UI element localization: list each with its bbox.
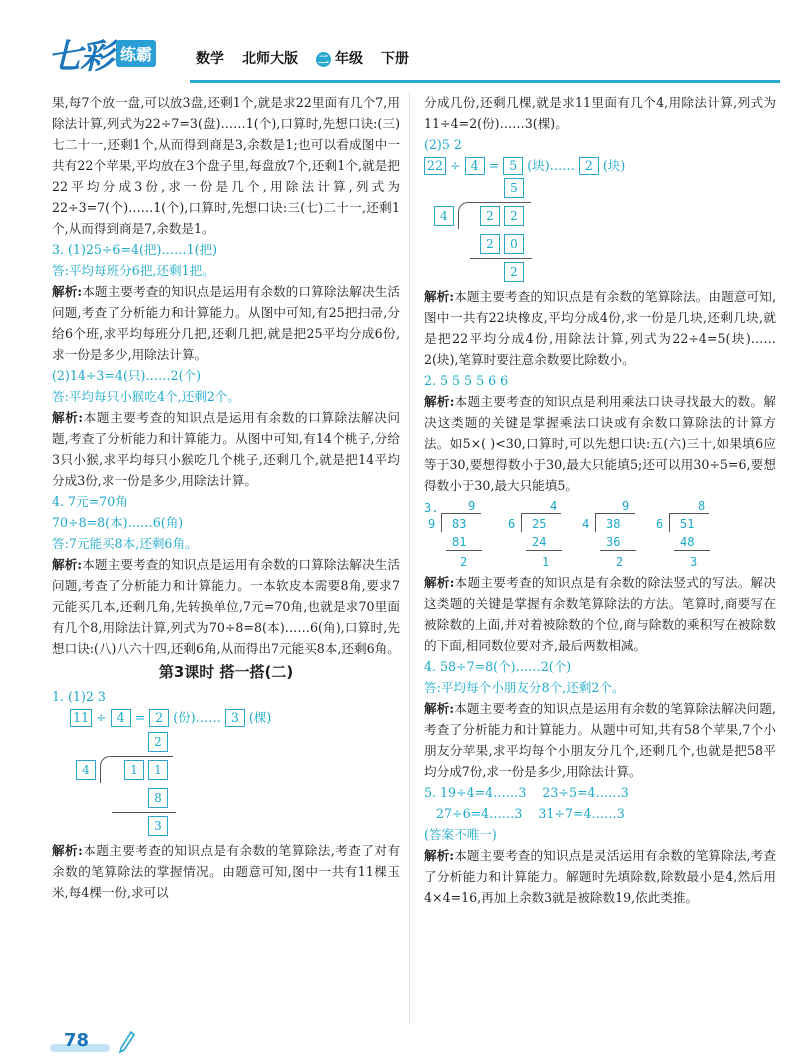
division-bracket xyxy=(521,514,522,532)
page-number xyxy=(50,1030,110,1056)
grade-label: 年级 xyxy=(335,51,363,67)
eq-unit: (块)…… xyxy=(527,158,575,173)
q3-1-explanation xyxy=(52,281,400,365)
q2-explanation xyxy=(424,391,776,496)
eq-box: 2 xyxy=(579,157,599,175)
divisor-box: 4 xyxy=(76,760,96,780)
division-bracket xyxy=(595,514,596,532)
right-column xyxy=(424,92,776,908)
product: 48 xyxy=(680,535,695,549)
q4-conversion: 4. 7元=70角 xyxy=(52,494,128,509)
explain-label: 解析: xyxy=(424,575,455,590)
product-tens-box: 2 xyxy=(480,234,500,254)
explain-text: 本题主要考查的知识点是运用有余数的口算除法解决生活问题,考查了分析能力和计算能力。从图中可知,有25把扫帚,分给6个班,求平均每班分几把,还剩几把,就是把25平均分成6份,求一份是多少,用除法计算。 xyxy=(52,284,401,362)
explain-label: 解析: xyxy=(424,848,455,863)
q3-2-explanation xyxy=(52,407,400,491)
divisor: 9 xyxy=(428,517,436,531)
dividend: 38 xyxy=(606,517,621,531)
s1-box-equation xyxy=(52,707,400,728)
explain-text: 本题主要考查的知识点是有余数的笔算除法。由题意可知,图中一共有22块橡皮,平均分成4份,求一份是几块,还剩几块,就是把22平均分成4份,用除法计算,列式为22÷4=5(块)……2(块),笔算时要注意余数要比除数小。 xyxy=(424,289,776,367)
left-column xyxy=(52,92,400,903)
eq-box: 11 xyxy=(70,709,92,727)
remainder: 1 xyxy=(542,555,550,569)
explain-text: 本题主要考查的知识点是运用有余数的口算除法解决生活问题,考查了分析能力和计算能力。一本软皮本需要8角,要求7元能买几本,还剩几角,先转换单位,7元=70角,也就是求70里面有几个8,用除法计算,列式为70÷8=8(本)……6(角),口算时,先想口诀:(八)八六十四,还剩6角,从而得出7元能买8本,还剩6角。 xyxy=(52,557,401,656)
explain-text: 本题主要考查的知识点是运用有余数的口算除法解决问题,考查了分析能力和计算能力。从图中可知,有14个桃子,分给3只小猴,求平均每只小猴吃几个桃子,还剩几个,就是把14平均分成3份,求一份是多少,用除法计算。 xyxy=(52,410,400,488)
explain-text: 本题主要考查的知识点是有余数的笔算除法,考查了对有余数的笔算除法的掌握情况。由题意可知,图中一共有11棵玉米,每4棵一份,求可以 xyxy=(52,843,400,900)
s2-explanation xyxy=(424,286,776,370)
eq-box: 2 xyxy=(149,709,169,727)
q5-note: (答案不唯一) xyxy=(424,827,497,842)
q4-explanation xyxy=(424,698,776,782)
quotient-box: 5 xyxy=(504,178,524,198)
continued-explanation: 分成几份,还剩几棵,就是求11里面有几个4,用除法计算,列式为11÷4=2(份)……3(棵)。 xyxy=(424,95,776,131)
divisor: 6 xyxy=(508,517,516,531)
header-rule xyxy=(190,80,780,83)
subtract-line xyxy=(526,550,562,551)
q3-1-answer: 答:平均每班分6把,还剩1把。 xyxy=(52,263,215,278)
divisor: 6 xyxy=(656,517,664,531)
division-bracket xyxy=(441,514,442,532)
divisor: 4 xyxy=(582,517,590,531)
eq-box: 22 xyxy=(424,157,446,175)
explain-text: 本题主要考查的知识点是有余数的除法竖式的写法。解决这类题的关键是掌握有余数笔算除法的方法。笔算时,商要写在被除数的上面,并对着被除数的个位,商与除数的乘积写在被除数的下面,相同数位要对齐,最后两数相减。 xyxy=(424,575,777,653)
eq-unit: (份)…… xyxy=(173,710,221,725)
q3-explanation xyxy=(424,572,776,656)
eq-unit: (块) xyxy=(602,158,626,173)
subtract-line xyxy=(600,550,636,551)
explain-label: 解析: xyxy=(424,701,455,716)
eq-op: ÷ xyxy=(96,710,107,725)
explain-label: 解析: xyxy=(52,843,83,858)
divisor-box: 4 xyxy=(434,206,454,226)
explain-text: 本题主要考查的知识点是利用乘法口诀寻找最大的数。解决这类题的关键是掌握乘法口诀或有余数口算除法的计算方法。如5×( )<30,口算时,可以先想口诀:五(六)三十,如果填6应等于30,要想得数小于30,最大只能填5;还可以用30÷5=6,要想得数小于30,最大只能填5。 xyxy=(424,394,777,493)
eq-box: 4 xyxy=(111,709,131,727)
eq-op: = xyxy=(488,158,500,173)
q3-vertical-divisions xyxy=(424,496,776,572)
dividend-ones-box: 1 xyxy=(148,760,168,780)
subtract-line xyxy=(112,812,176,813)
explain-text: 本题主要考查的知识点是灵活运用有余数的笔算除法,考查了分析能力和计算能力。解题时先填除数,除数最小是4,然后用4×4=16,再加上余数3就是被除数19,依此类推。 xyxy=(424,848,776,905)
grade xyxy=(316,48,363,68)
product: 81 xyxy=(452,535,467,549)
q5-line-2: 27÷6=4……3 31÷7=4……3 xyxy=(436,806,625,821)
edition: 北师大版 xyxy=(242,51,298,67)
q2-answers: 2. 5 5 5 5 6 6 xyxy=(424,373,509,388)
q3-number: 3. xyxy=(424,501,439,515)
quotient: 9 xyxy=(622,499,630,513)
remainder-box: 3 xyxy=(148,816,168,836)
remainder: 3 xyxy=(690,555,698,569)
eq-box: 3 xyxy=(225,709,245,727)
dividend-tens-box: 2 xyxy=(480,206,500,226)
quotient: 8 xyxy=(698,499,706,513)
division-bracket xyxy=(669,514,670,532)
s1-explanation xyxy=(52,840,400,903)
brand-logo xyxy=(48,30,156,76)
term: 下册 xyxy=(381,51,409,67)
q5-line-1: 5. 19÷4=4……3 23÷5=4……3 xyxy=(424,785,629,800)
q5-explanation xyxy=(424,845,776,908)
product: 36 xyxy=(606,535,621,549)
explain-label: 解析: xyxy=(424,394,455,409)
brand-sub: 练霸 xyxy=(116,40,156,67)
q4-equation: 4. 58÷7=8(个)……2(个) xyxy=(424,659,572,674)
q4-answer: 答:平均每个小朋友分8个,还剩2个。 xyxy=(424,680,625,695)
dividend: 25 xyxy=(532,517,547,531)
q4-answer: 答:7元能买8本,还剩6角。 xyxy=(52,536,198,551)
continued-explanation: 果,每7个放一盘,可以放3盘,还剩1个,就是求22里面有几个7,用除法计算,列式为22÷7=3(盘)……1(个),口算时,先想口诀:(三)七二十一,还剩1个,从而得到商是3,余数是1;也可以看成图中一共有22个苹果,平均放在3个盘子里,每盘放7个,还剩1个,就是把22平均分成3份,求一份是几个,用除法计算,列式为22÷3=7(个)……1(个),口算时,先想口诀:三(七)二十一,还剩1个,从而得到商是7,余数是1。 xyxy=(52,95,400,236)
eq-box: 4 xyxy=(465,157,485,175)
s1-long-division xyxy=(52,728,400,840)
book-info xyxy=(196,48,409,68)
remainder-box: 2 xyxy=(504,262,524,282)
q4-explanation xyxy=(52,554,400,659)
subtract-line xyxy=(674,550,710,551)
quotient: 4 xyxy=(550,499,558,513)
dividend-tens-box: 1 xyxy=(124,760,144,780)
quotient: 9 xyxy=(468,499,476,513)
s2-answers: (2)5 2 xyxy=(424,137,462,152)
column-divider xyxy=(409,92,410,1024)
remainder: 2 xyxy=(460,555,468,569)
section-title: 第3课时 搭一搭(二) xyxy=(158,663,294,681)
explain-label: 解析: xyxy=(52,557,83,572)
q3-2-equation: (2)14÷3=4(只)……2(个) xyxy=(52,368,202,383)
product-box: 8 xyxy=(148,788,168,808)
page-number-text: 78 xyxy=(64,1030,90,1051)
eq-unit: (棵) xyxy=(248,710,272,725)
subtract-line xyxy=(446,550,482,551)
eq-op: = xyxy=(134,710,146,725)
subject: 数学 xyxy=(196,51,224,67)
explain-label: 解析: xyxy=(424,289,455,304)
brand-main: 七彩 xyxy=(48,36,112,77)
eq-op: ÷ xyxy=(450,158,461,173)
dividend: 83 xyxy=(452,517,467,531)
pencil-icon xyxy=(118,1030,136,1054)
explain-text: 本题主要考查的知识点是运用有余数的笔算除法解决问题,考查了分析能力和计算能力。从题中可知,共有58个苹果,7个小朋友分苹果,求平均每个小朋友分几个,还剩几个,也就是把58平均分成7份,求一份是多少,用除法计算。 xyxy=(424,701,776,779)
product-ones-box: 0 xyxy=(504,234,524,254)
dividend: 51 xyxy=(680,517,695,531)
remainder: 2 xyxy=(616,555,624,569)
dividend-ones-box: 2 xyxy=(504,206,524,226)
quotient-box: 2 xyxy=(148,732,168,752)
subtract-line xyxy=(470,258,532,259)
q3-1-equation: 3. (1)25÷6=4(把)……1(把) xyxy=(52,242,218,257)
s2-box-equation xyxy=(424,155,776,176)
eq-box: 5 xyxy=(503,157,523,175)
s1-answers: 1. (1)2 3 xyxy=(52,689,106,704)
q4-equation: 70÷8=8(本)……6(角) xyxy=(52,515,184,530)
explain-label: 解析: xyxy=(52,410,84,425)
q3-2-answer: 答:平均每只小猴吃4个,还剩2个。 xyxy=(52,389,240,404)
explain-label: 解析: xyxy=(52,284,83,299)
grade-number: 二 xyxy=(318,53,329,66)
product: 24 xyxy=(532,535,547,549)
s2-long-division xyxy=(424,176,776,286)
